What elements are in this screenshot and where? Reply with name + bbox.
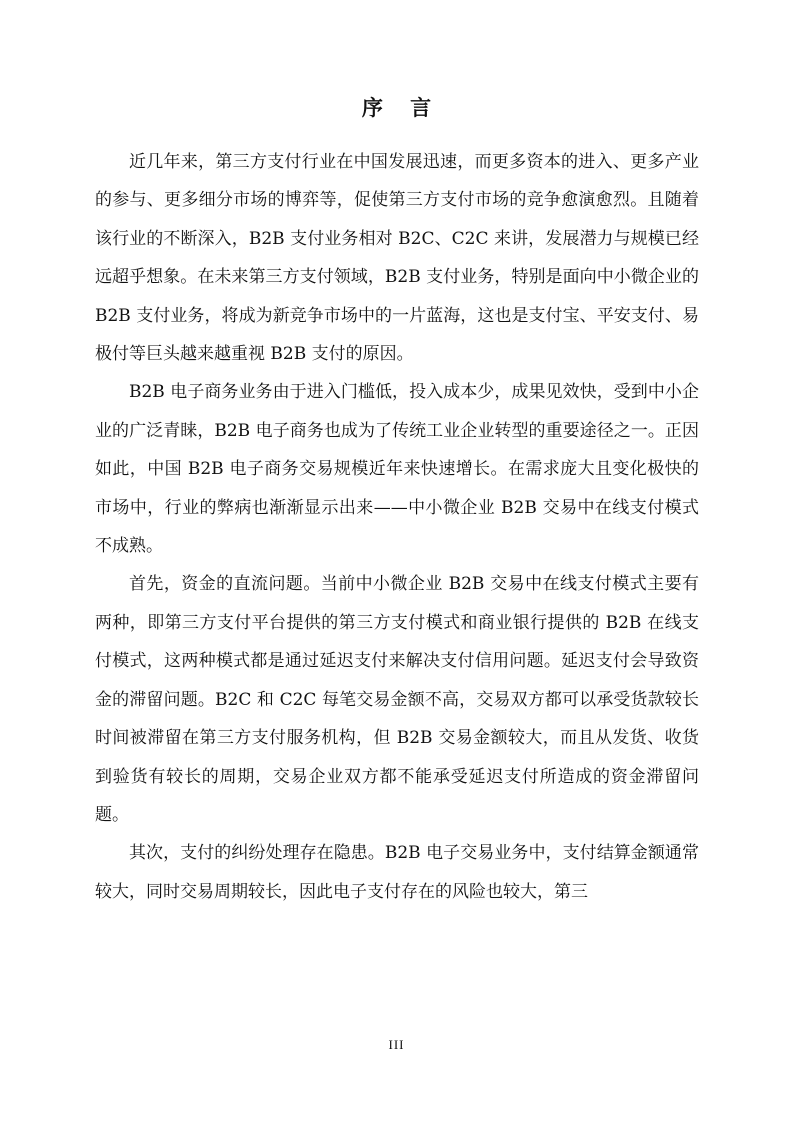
paragraph-3: 首先，资金的直流问题。当前中小微企业 B2B 交易中在线支付模式主要有两种，即第三方支付平台提供的第三方支付模式和商业银行提供的 B2B 在线支付模式，这两种模式都是通过延迟支付来解决支付信用问题。延迟支付会导致资金的滞留问题。B2C 和 C2C 每笔交易金额不高，交易双方都可以承受货款较长时间被滞留在第三方支付服务机构，但 B2B 交易金额较大，而且从发货、收货到验货有较长的周期，交易企业双方都不能承受延迟支付所造成的资金滞留问题。 [95,574,699,825]
preface-body [95,143,699,911]
page-title: 序 言 [361,96,442,120]
paragraph-4: 其次，支付的纠纷处理存在隐患。B2B 电子交易业务中，支付结算金额通常较大，同时交易周期较长，因此电子支付存在的风险也较大，第三 [95,843,699,902]
paragraph-2: B2B 电子商务业务由于进入门槛低，投入成本少，成果见效快，受到中小企业的广泛青睐，B2B 电子商务也成为了传统工业企业转型的重要途径之一。正因如此，中国 B2B 电子商务交易规模近年来快速增长。在需求庞大且变化极快的市场中，行业的弊病也渐渐显示出来——中小微企业 B2B 交易中在线支付模式不成熟。 [95,382,699,557]
page-number: III [388,1037,405,1052]
paragraph-1: 近几年来，第三方支付行业在中国发展迅速，而更多资本的进入、更多产业的参与、更多细分市场的博弈等，促使第三方支付市场的竞争愈演愈烈。且随着该行业的不断深入，B2B 支付业务相对 B2C、C2C 来讲，发展潜力与规模已经远超乎想象。在未来第三方支付领域，B2B 支付业务，特别是面向中小微企业的 B2B 支付业务，将成为新竞争市场中的一片蓝海，这也是支付宝、平安支付、易极付等巨头越来越重视 B2B 支付的原因。 [95,152,699,365]
